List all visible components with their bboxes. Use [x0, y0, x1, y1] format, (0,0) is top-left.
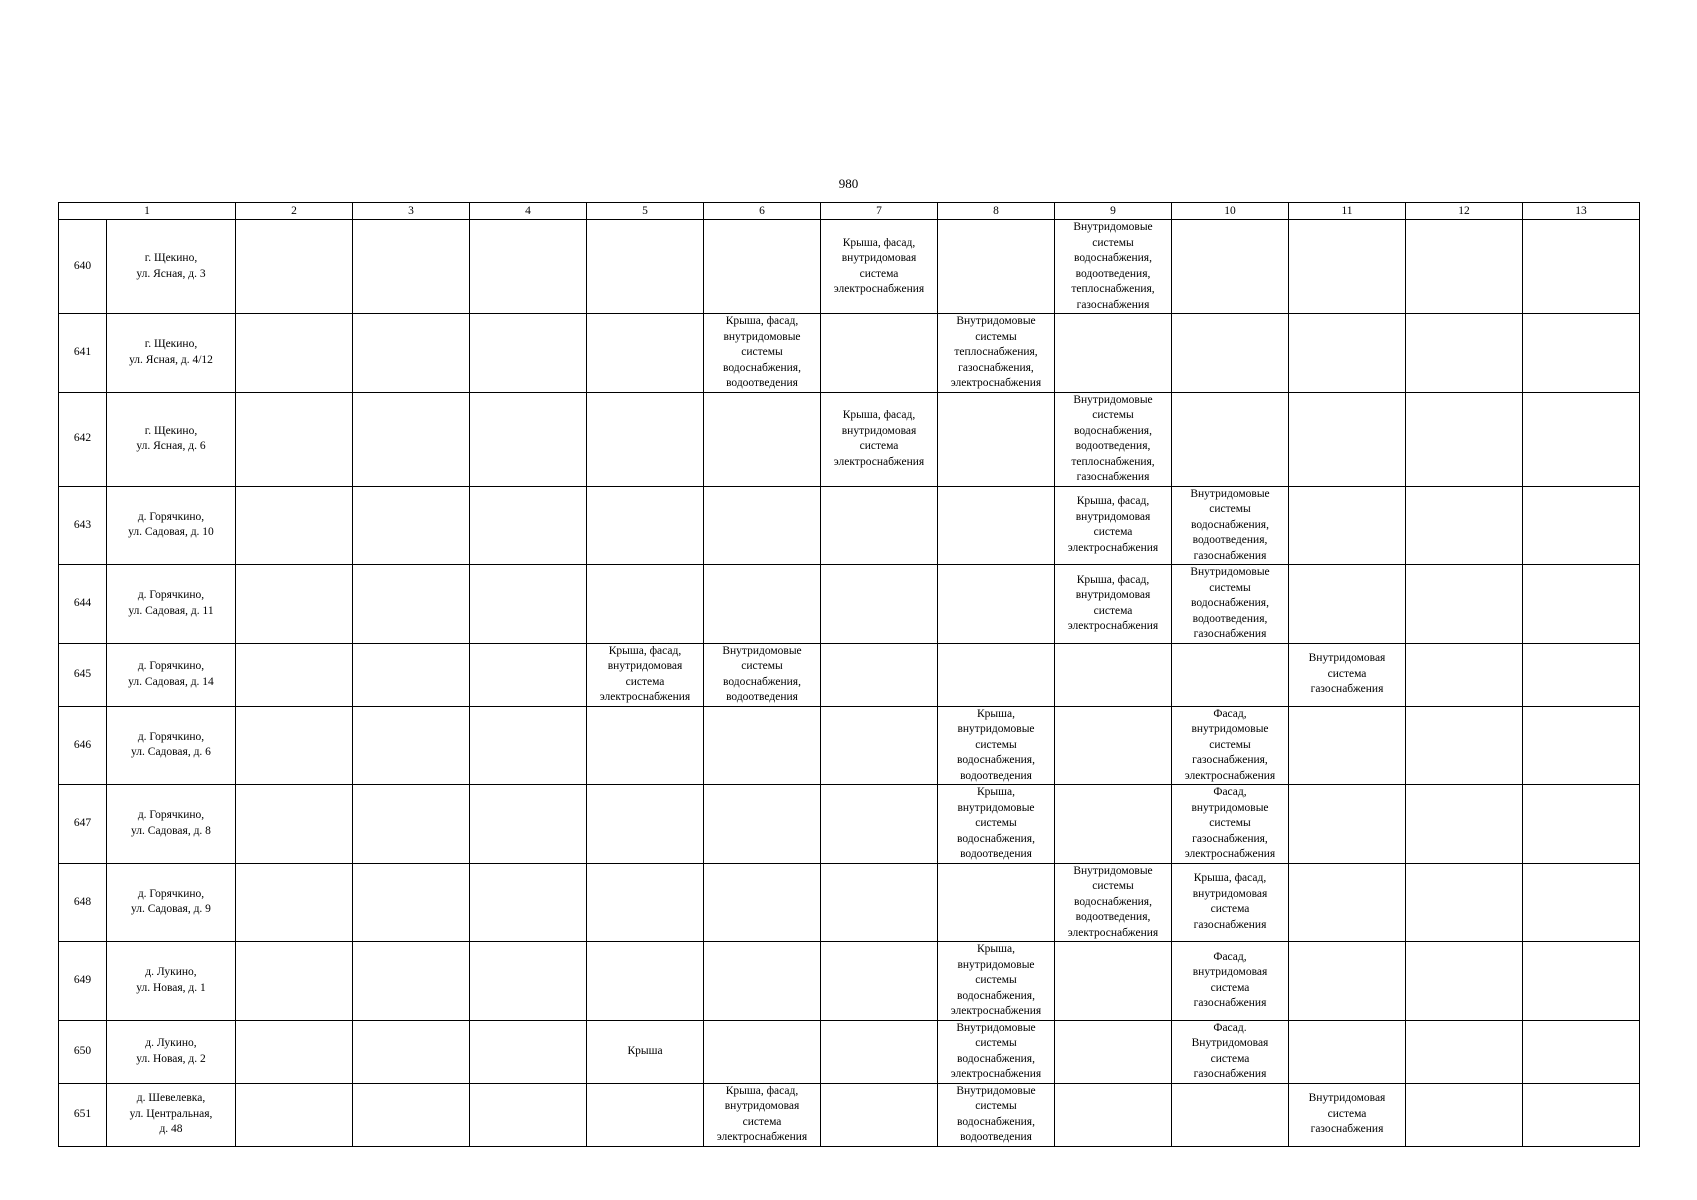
row-number-cell: 647 [59, 785, 107, 864]
work-cell-col-10 [1172, 392, 1289, 486]
work-cell-col-5 [587, 706, 704, 785]
work-cell-col-10: Фасад, внутридомовые системы газоснабжения, электроснабжения [1172, 706, 1289, 785]
work-cell-col-8: Внутридомовые системы водоснабжения, электроснабжения [938, 1020, 1055, 1083]
row-number-cell: 642 [59, 392, 107, 486]
work-cell-col-5 [587, 392, 704, 486]
work-cell-col-2 [236, 706, 353, 785]
work-cell-col-7 [821, 706, 938, 785]
row-number-cell: 641 [59, 314, 107, 393]
work-cell-col-4 [470, 942, 587, 1021]
work-cell-col-12 [1406, 1083, 1523, 1146]
work-cell-col-2 [236, 565, 353, 644]
work-cell-col-3 [353, 942, 470, 1021]
work-cell-col-13 [1523, 863, 1640, 942]
work-cell-col-10 [1172, 314, 1289, 393]
work-cell-col-12 [1406, 314, 1523, 393]
work-cell-col-10: Крыша, фасад, внутридомовая система газоснабжения [1172, 863, 1289, 942]
column-header: 3 [353, 203, 470, 220]
work-cell-col-11 [1289, 785, 1406, 864]
work-cell-col-6 [704, 486, 821, 565]
work-cell-col-10 [1172, 643, 1289, 706]
work-cell-col-6: Крыша, фасад, внутридомовые системы водоснабжения, водоотведения [704, 314, 821, 393]
work-cell-col-8: Внутридомовые системы водоснабжения, водоотведения [938, 1083, 1055, 1146]
address-cell: г. Щекино, ул. Ясная, д. 4/12 [107, 314, 236, 393]
work-cell-col-3 [353, 486, 470, 565]
work-cell-col-3 [353, 220, 470, 314]
address-cell: д. Лукино, ул. Новая, д. 1 [107, 942, 236, 1021]
column-header-row [59, 203, 1640, 220]
work-cell-col-11 [1289, 942, 1406, 1021]
work-cell-col-7 [821, 486, 938, 565]
work-cell-col-12 [1406, 706, 1523, 785]
work-cell-col-11 [1289, 392, 1406, 486]
work-cell-col-9: Внутридомовые системы водоснабжения, водоотведения, теплоснабжения, газоснабжения [1055, 220, 1172, 314]
address-cell: д. Горячкино, ул. Садовая, д. 11 [107, 565, 236, 644]
work-cell-col-11 [1289, 1020, 1406, 1083]
work-cell-col-9: Крыша, фасад, внутридомовая система электроснабжения [1055, 486, 1172, 565]
row-number-cell: 644 [59, 565, 107, 644]
repair-schedule-table [58, 202, 1640, 1147]
column-header: 7 [821, 203, 938, 220]
work-cell-col-13 [1523, 706, 1640, 785]
work-cell-col-2 [236, 1020, 353, 1083]
work-cell-col-4 [470, 565, 587, 644]
work-cell-col-5 [587, 220, 704, 314]
work-cell-col-11 [1289, 565, 1406, 644]
work-cell-col-2 [236, 486, 353, 565]
work-cell-col-12 [1406, 863, 1523, 942]
work-cell-col-7 [821, 942, 938, 1021]
address-cell: д. Лукино, ул. Новая, д. 2 [107, 1020, 236, 1083]
work-cell-col-12 [1406, 643, 1523, 706]
work-cell-col-2 [236, 1083, 353, 1146]
row-number-cell: 650 [59, 1020, 107, 1083]
work-cell-col-7 [821, 565, 938, 644]
work-cell-col-10: Фасад, внутридомовые системы газоснабжения, электроснабжения [1172, 785, 1289, 864]
work-cell-col-8 [938, 392, 1055, 486]
table-row [59, 863, 1640, 942]
work-cell-col-10: Фасад. Внутридомовая система газоснабжения [1172, 1020, 1289, 1083]
work-cell-col-12 [1406, 392, 1523, 486]
work-cell-col-11 [1289, 314, 1406, 393]
row-number-cell: 648 [59, 863, 107, 942]
address-cell: г. Щекино, ул. Ясная, д. 3 [107, 220, 236, 314]
work-cell-col-6 [704, 706, 821, 785]
column-header: 8 [938, 203, 1055, 220]
work-cell-col-6 [704, 392, 821, 486]
work-cell-col-7 [821, 863, 938, 942]
work-cell-col-2 [236, 643, 353, 706]
table-row [59, 565, 1640, 644]
work-cell-col-4 [470, 1083, 587, 1146]
work-cell-col-8: Внутридомовые системы теплоснабжения, газоснабжения, электроснабжения [938, 314, 1055, 393]
work-cell-col-12 [1406, 785, 1523, 864]
table-row [59, 942, 1640, 1021]
work-cell-col-3 [353, 392, 470, 486]
work-cell-col-2 [236, 785, 353, 864]
work-cell-col-9 [1055, 785, 1172, 864]
address-cell: д. Горячкино, ул. Садовая, д. 9 [107, 863, 236, 942]
address-cell: д. Шевелевка, ул. Центральная, д. 48 [107, 1083, 236, 1146]
column-header: 11 [1289, 203, 1406, 220]
work-cell-col-5 [587, 565, 704, 644]
work-cell-col-11: Внутридомовая система газоснабжения [1289, 1083, 1406, 1146]
row-number-cell: 640 [59, 220, 107, 314]
work-cell-col-4 [470, 1020, 587, 1083]
table-row [59, 1020, 1640, 1083]
work-cell-col-13 [1523, 785, 1640, 864]
table-row [59, 1083, 1640, 1146]
work-cell-col-3 [353, 1020, 470, 1083]
work-cell-col-13 [1523, 220, 1640, 314]
work-cell-col-8 [938, 220, 1055, 314]
work-cell-col-9 [1055, 643, 1172, 706]
work-cell-col-13 [1523, 314, 1640, 393]
work-cell-col-13 [1523, 643, 1640, 706]
table-row [59, 706, 1640, 785]
work-cell-col-13 [1523, 486, 1640, 565]
work-cell-col-9: Внутридомовые системы водоснабжения, водоотведения, электроснабжения [1055, 863, 1172, 942]
work-cell-col-2 [236, 314, 353, 393]
work-cell-col-7: Крыша, фасад, внутридомовая система электроснабжения [821, 220, 938, 314]
row-number-cell: 646 [59, 706, 107, 785]
column-header: 13 [1523, 203, 1640, 220]
work-cell-col-6 [704, 785, 821, 864]
column-header: 5 [587, 203, 704, 220]
work-cell-col-10 [1172, 1083, 1289, 1146]
row-number-cell: 651 [59, 1083, 107, 1146]
work-cell-col-5: Крыша [587, 1020, 704, 1083]
work-cell-col-11 [1289, 863, 1406, 942]
work-cell-col-4 [470, 220, 587, 314]
work-cell-col-10: Внутридомовые системы водоснабжения, водоотведения, газоснабжения [1172, 486, 1289, 565]
address-cell: д. Горячкино, ул. Садовая, д. 6 [107, 706, 236, 785]
work-cell-col-9 [1055, 706, 1172, 785]
work-cell-col-9: Внутридомовые системы водоснабжения, водоотведения, теплоснабжения, газоснабжения [1055, 392, 1172, 486]
table-row [59, 785, 1640, 864]
work-cell-col-12 [1406, 220, 1523, 314]
work-cell-col-7 [821, 1020, 938, 1083]
row-number-cell: 649 [59, 942, 107, 1021]
work-cell-col-7 [821, 314, 938, 393]
work-cell-col-9 [1055, 1083, 1172, 1146]
work-cell-col-10: Внутридомовые системы водоснабжения, водоотведения, газоснабжения [1172, 565, 1289, 644]
row-number-cell: 643 [59, 486, 107, 565]
work-cell-col-11: Внутридомовая система газоснабжения [1289, 643, 1406, 706]
address-cell: г. Щекино, ул. Ясная, д. 6 [107, 392, 236, 486]
work-cell-col-9 [1055, 1020, 1172, 1083]
column-header: 4 [470, 203, 587, 220]
work-cell-col-3 [353, 706, 470, 785]
table-row [59, 314, 1640, 393]
column-header: 1 [59, 203, 236, 220]
work-cell-col-7 [821, 1083, 938, 1146]
work-cell-col-10 [1172, 220, 1289, 314]
work-cell-col-8 [938, 486, 1055, 565]
column-header: 9 [1055, 203, 1172, 220]
work-cell-col-2 [236, 942, 353, 1021]
work-cell-col-7 [821, 785, 938, 864]
work-cell-col-5 [587, 314, 704, 393]
work-cell-col-5 [587, 1083, 704, 1146]
work-cell-col-6: Внутридомовые системы водоснабжения, водоотведения [704, 643, 821, 706]
work-cell-col-12 [1406, 565, 1523, 644]
work-cell-col-5 [587, 942, 704, 1021]
work-cell-col-4 [470, 785, 587, 864]
table-row [59, 643, 1640, 706]
work-cell-col-4 [470, 392, 587, 486]
table-row [59, 220, 1640, 314]
work-cell-col-4 [470, 643, 587, 706]
column-header: 12 [1406, 203, 1523, 220]
work-cell-col-8: Крыша, внутридомовые системы водоснабжения, водоотведения [938, 706, 1055, 785]
address-cell: д. Горячкино, ул. Садовая, д. 10 [107, 486, 236, 565]
work-cell-col-3 [353, 785, 470, 864]
work-cell-col-10: Фасад, внутридомовая система газоснабжения [1172, 942, 1289, 1021]
work-cell-col-3 [353, 565, 470, 644]
work-cell-col-13 [1523, 565, 1640, 644]
work-cell-col-12 [1406, 1020, 1523, 1083]
work-cell-col-5 [587, 486, 704, 565]
work-cell-col-11 [1289, 220, 1406, 314]
work-cell-col-3 [353, 1083, 470, 1146]
work-cell-col-6 [704, 863, 821, 942]
work-cell-col-4 [470, 314, 587, 393]
work-cell-col-5 [587, 863, 704, 942]
work-cell-col-4 [470, 863, 587, 942]
row-number-cell: 645 [59, 643, 107, 706]
work-cell-col-6 [704, 220, 821, 314]
work-cell-col-8 [938, 643, 1055, 706]
work-cell-col-8 [938, 565, 1055, 644]
work-cell-col-3 [353, 314, 470, 393]
work-cell-col-13 [1523, 1083, 1640, 1146]
column-header: 10 [1172, 203, 1289, 220]
work-cell-col-3 [353, 863, 470, 942]
work-cell-col-6: Крыша, фасад, внутридомовая система электроснабжения [704, 1083, 821, 1146]
work-cell-col-12 [1406, 486, 1523, 565]
work-cell-col-4 [470, 706, 587, 785]
work-cell-col-9 [1055, 314, 1172, 393]
work-cell-col-5 [587, 785, 704, 864]
column-header: 6 [704, 203, 821, 220]
work-cell-col-4 [470, 486, 587, 565]
table-row [59, 392, 1640, 486]
work-cell-col-6 [704, 1020, 821, 1083]
address-cell: д. Горячкино, ул. Садовая, д. 14 [107, 643, 236, 706]
work-cell-col-13 [1523, 942, 1640, 1021]
work-cell-col-13 [1523, 392, 1640, 486]
work-cell-col-9 [1055, 942, 1172, 1021]
column-header: 2 [236, 203, 353, 220]
work-cell-col-2 [236, 392, 353, 486]
work-cell-col-2 [236, 863, 353, 942]
work-cell-col-8 [938, 863, 1055, 942]
work-cell-col-13 [1523, 1020, 1640, 1083]
work-cell-col-3 [353, 643, 470, 706]
work-cell-col-2 [236, 220, 353, 314]
work-cell-col-8: Крыша, внутридомовые системы водоснабжения, электроснабжения [938, 942, 1055, 1021]
work-cell-col-6 [704, 565, 821, 644]
work-cell-col-6 [704, 942, 821, 1021]
address-cell: д. Горячкино, ул. Садовая, д. 8 [107, 785, 236, 864]
work-cell-col-12 [1406, 942, 1523, 1021]
work-cell-col-11 [1289, 706, 1406, 785]
work-cell-col-7: Крыша, фасад, внутридомовая система электроснабжения [821, 392, 938, 486]
work-cell-col-8: Крыша, внутридомовые системы водоснабжения, водоотведения [938, 785, 1055, 864]
work-cell-col-11 [1289, 486, 1406, 565]
work-cell-col-7 [821, 643, 938, 706]
work-cell-col-5: Крыша, фасад, внутридомовая система электроснабжения [587, 643, 704, 706]
work-cell-col-9: Крыша, фасад, внутридомовая система электроснабжения [1055, 565, 1172, 644]
table-row [59, 486, 1640, 565]
page-number: 980 [838, 176, 859, 191]
